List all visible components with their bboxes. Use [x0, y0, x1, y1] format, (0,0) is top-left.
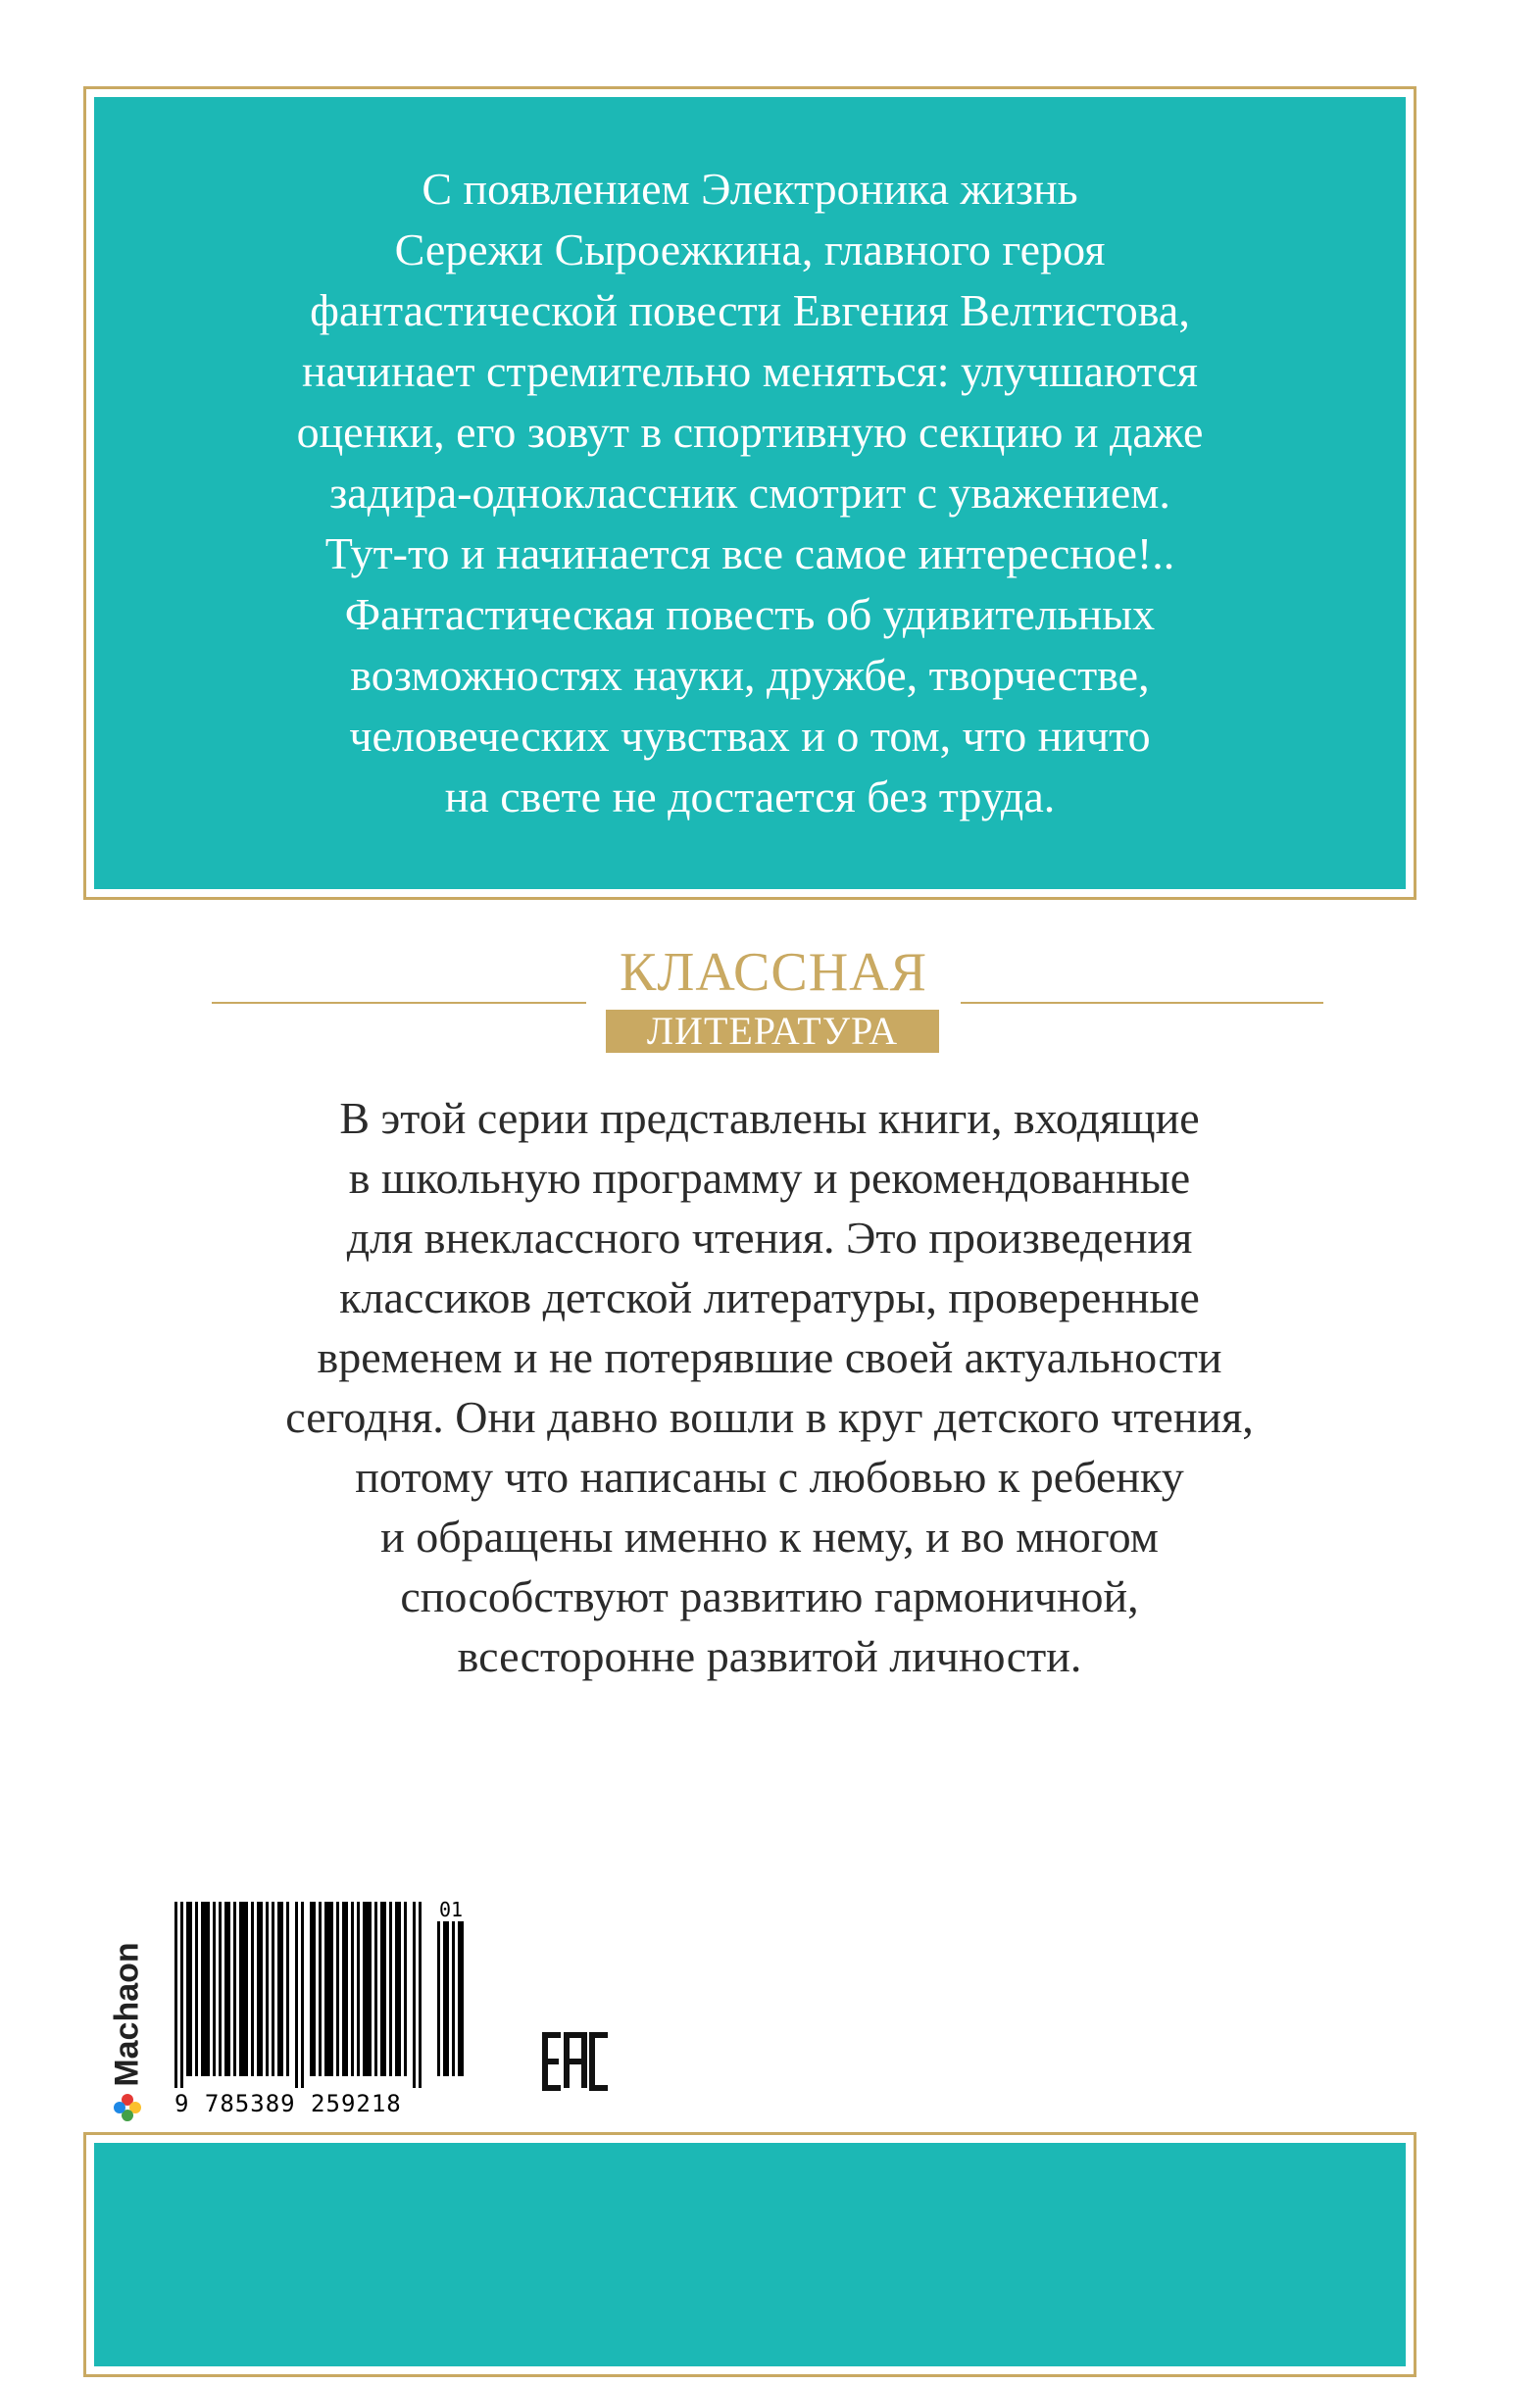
series-logo — [0, 941, 1540, 1059]
description-line: Тут-то и начинается все самое интересное!.. — [324, 528, 1175, 578]
series-description — [147, 1088, 1392, 1686]
bottom-decorative-panel — [83, 2132, 1416, 2377]
series-title: КЛАССНАЯ — [620, 942, 927, 1003]
description-line: начинает стремительно меняться: улучшаются — [302, 346, 1198, 396]
series-description-line: сегодня. Они давно вошли в круг детского чтения, — [285, 1392, 1254, 1442]
logo-divider-right — [961, 1002, 1323, 1004]
barcode-number: 9 785389 259218 — [174, 2090, 402, 2117]
description-line: на свете не достается без труда. — [444, 771, 1056, 821]
series-description-line: временем и не потерявшие своей актуальности — [317, 1332, 1222, 1382]
description-line: человеческих чувствах и о том, что ничто — [349, 711, 1151, 761]
description-panel-inner — [94, 97, 1406, 889]
series-description-line: потому что написаны с любовью к ребенку — [355, 1452, 1184, 1502]
bottom-panel-inner — [94, 2143, 1406, 2366]
description-line: задира-одноклассник смотрит с уважением. — [329, 468, 1170, 518]
eac-certification-mark — [541, 2031, 612, 2092]
barcode-addon: 01 — [439, 1898, 464, 1921]
description-line: Сережи Сыроежкина, главного героя — [394, 224, 1106, 274]
description-line: фантастической повести Евгения Велтистова, — [310, 285, 1190, 335]
series-description-line: классиков детской литературы, проверенные — [339, 1272, 1200, 1322]
description-line: оценки, его зовут в спортивную секцию и даже — [296, 407, 1204, 457]
series-description-line: и обращены именно к нему, и во многом — [380, 1512, 1159, 1562]
series-description-line: В этой серии представлены книги, входящие — [339, 1093, 1200, 1143]
series-description-line: в школьную программу и рекомендованные — [348, 1153, 1191, 1203]
series-description-line: для внеклассного чтения. Это произведения — [346, 1213, 1193, 1263]
series-description-line: способствуют развитию гармоничной, — [400, 1571, 1139, 1621]
description-panel — [83, 86, 1416, 900]
barcode-bars — [174, 1902, 469, 2088]
eac-label: EAC — [575, 2090, 577, 2091]
publisher-flower-icon — [113, 2093, 142, 2122]
barcode — [174, 1898, 508, 2117]
series-description-line: всесторонне развитой личности. — [457, 1631, 1082, 1681]
description-line: Фантастическая повесть об удивительных — [344, 589, 1156, 639]
series-subtitle: ЛИТЕРАТУРА — [606, 1010, 939, 1053]
description-line: С появлением Электроника жизнь — [422, 164, 1078, 214]
logo-divider-left — [212, 1002, 586, 1004]
description-line: возможностях науки, дружбе, творчестве, — [350, 650, 1150, 700]
publisher-logo — [106, 1907, 149, 2122]
book-description — [297, 159, 1204, 827]
publisher-name: Machaon — [108, 1942, 146, 2087]
